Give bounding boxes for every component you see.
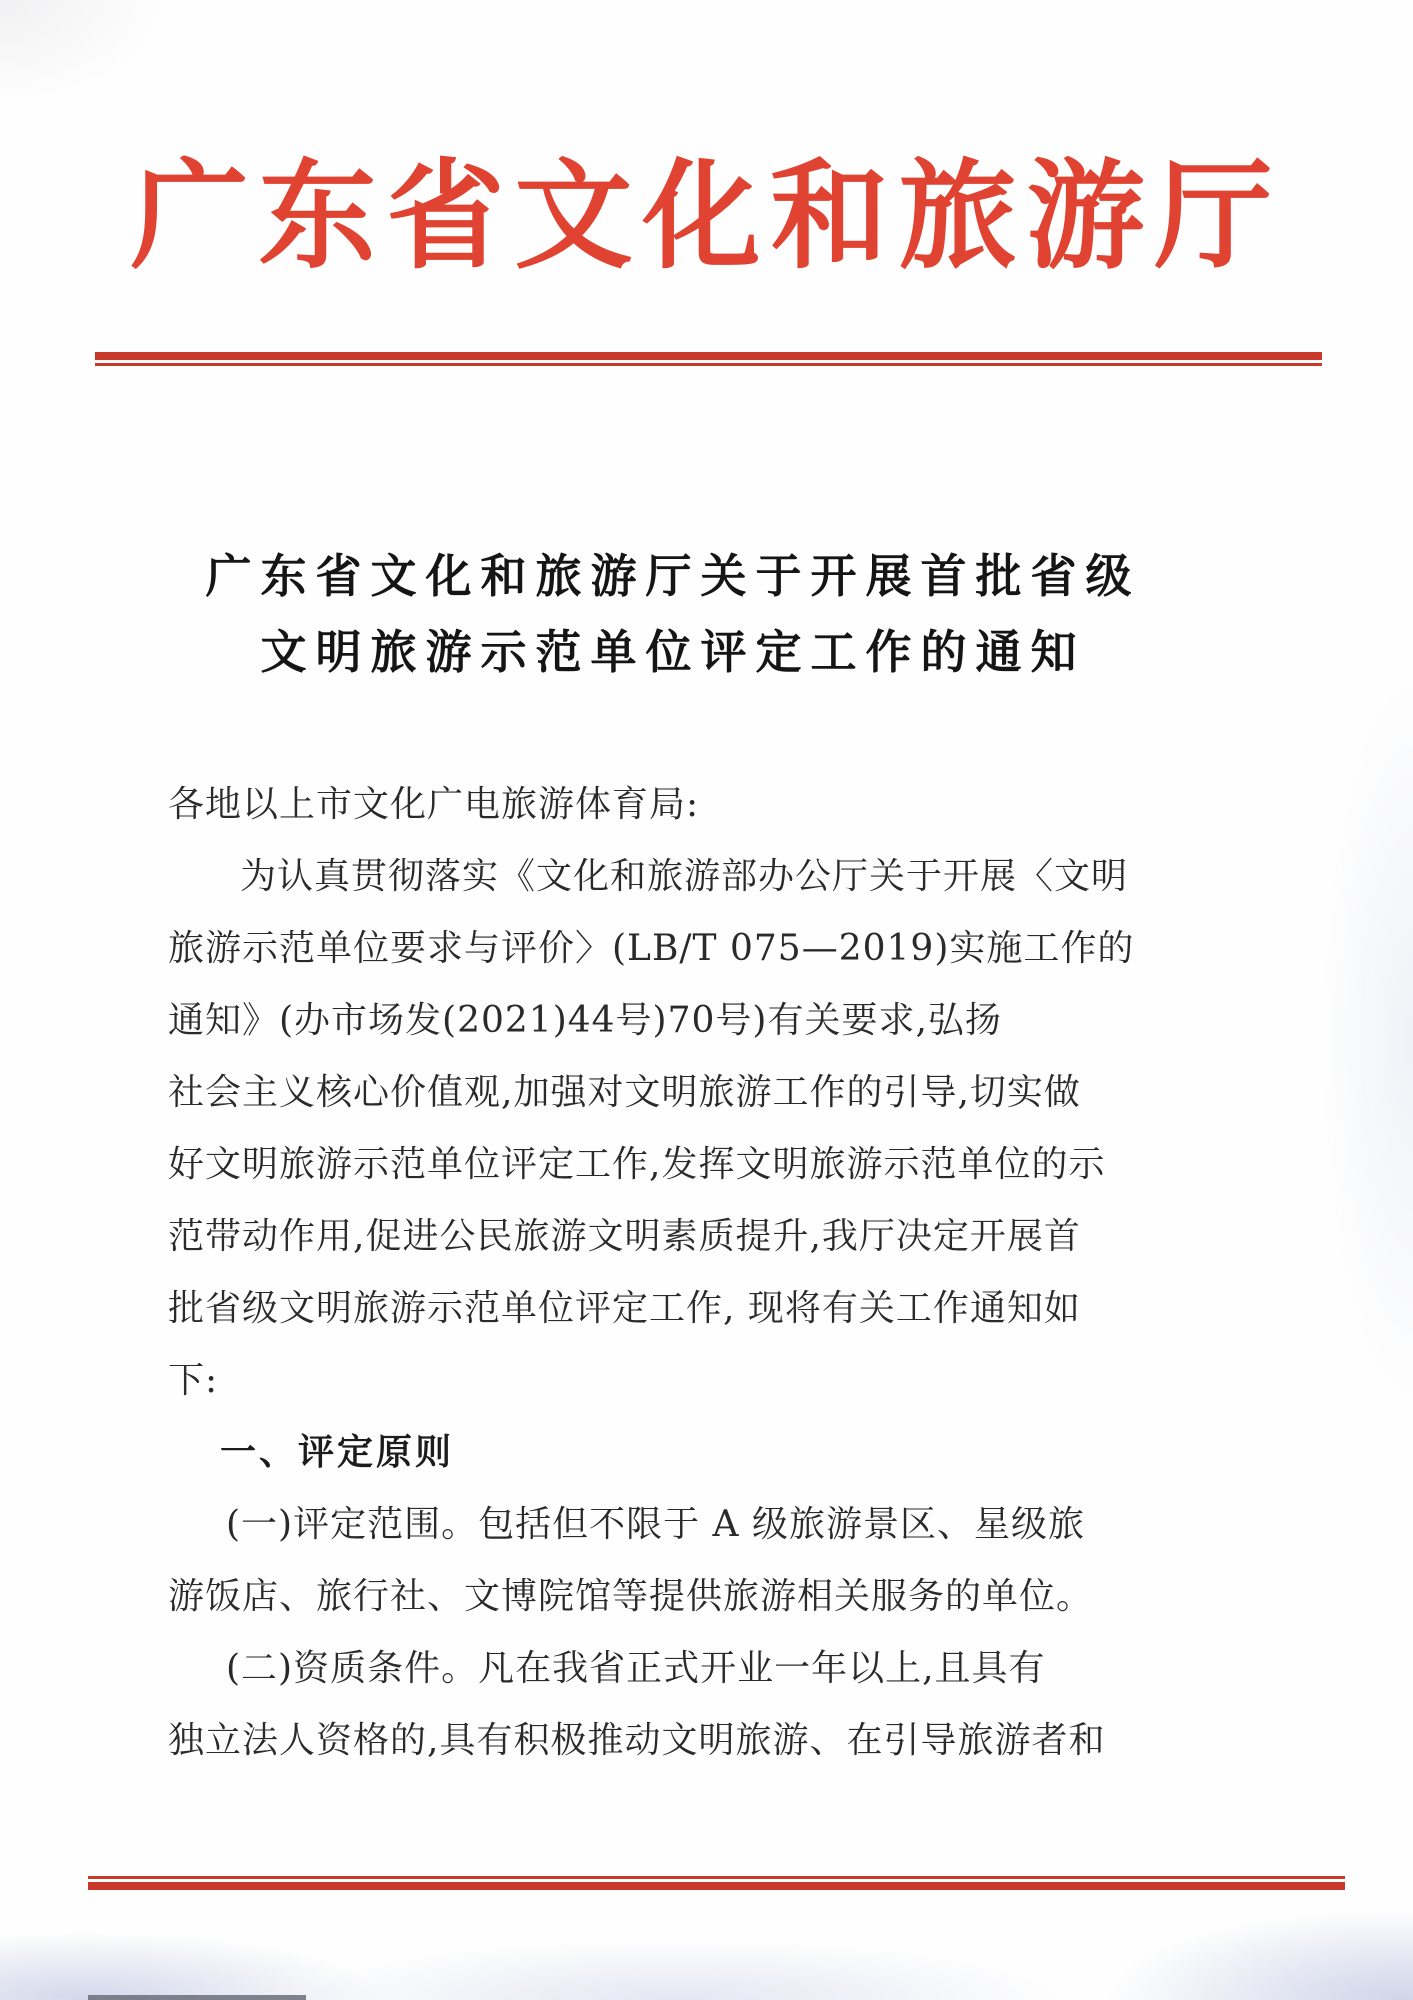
letterhead-rule-thin — [95, 363, 1322, 366]
footer-rule-thin — [88, 1876, 1345, 1879]
body-line: 社会主义核心价值观,加强对文明旅游工作的引导,切实做 — [168, 1072, 1081, 1113]
document-title-line-1: 广东省文化和旅游厅关于开展首批省级 — [205, 549, 1141, 603]
body-line: 批省级文明旅游示范单位评定工作, 现将有关工作通知如 — [168, 1288, 1081, 1329]
section-heading: 一、评定原则 — [220, 1432, 455, 1473]
letterhead-title: 广东省文化和旅游厅 — [130, 146, 1283, 285]
document-title — [168, 538, 1178, 690]
body-line: 通知》(办市场发(2021)44号)70号)有关要求,弘扬 — [168, 1000, 1002, 1041]
salutation: 各地以上市文化广电旅游体育局: — [168, 784, 700, 825]
body-line: (一)评定范围。包括但不限于 A 级旅游景区、星级旅 — [226, 1504, 1085, 1545]
letterhead-rule-thick — [95, 352, 1322, 360]
footer-rule-thick — [88, 1882, 1345, 1890]
body-line: 游饭店、旅行社、文博院馆等提供旅游相关服务的单位。 — [168, 1576, 1094, 1617]
document-title-line-2: 文明旅游示范单位评定工作的通知 — [260, 625, 1086, 679]
body-line: (二)资质条件。凡在我省正式开业一年以上,且具有 — [226, 1648, 1046, 1689]
scan-edge-artifact — [88, 1995, 306, 2000]
body-line: 下: — [168, 1360, 219, 1401]
body-line: 旅游示范单位要求与评价〉(LB/T 075—2019)实施工作的 — [168, 928, 1135, 969]
body-line: 范带动作用,促进公民旅游文明素质提升,我厅决定开展首 — [168, 1216, 1081, 1257]
body-line: 为认真贯彻落实《文化和旅游部办公厅关于开展〈文明 — [240, 856, 1129, 897]
body-line: 好文明旅游示范单位评定工作,发挥文明旅游示范单位的示 — [168, 1144, 1106, 1185]
document-body — [168, 769, 1188, 1777]
body-line: 独立法人资格的,具有积极推动文明旅游、在引导旅游者和 — [168, 1720, 1106, 1761]
